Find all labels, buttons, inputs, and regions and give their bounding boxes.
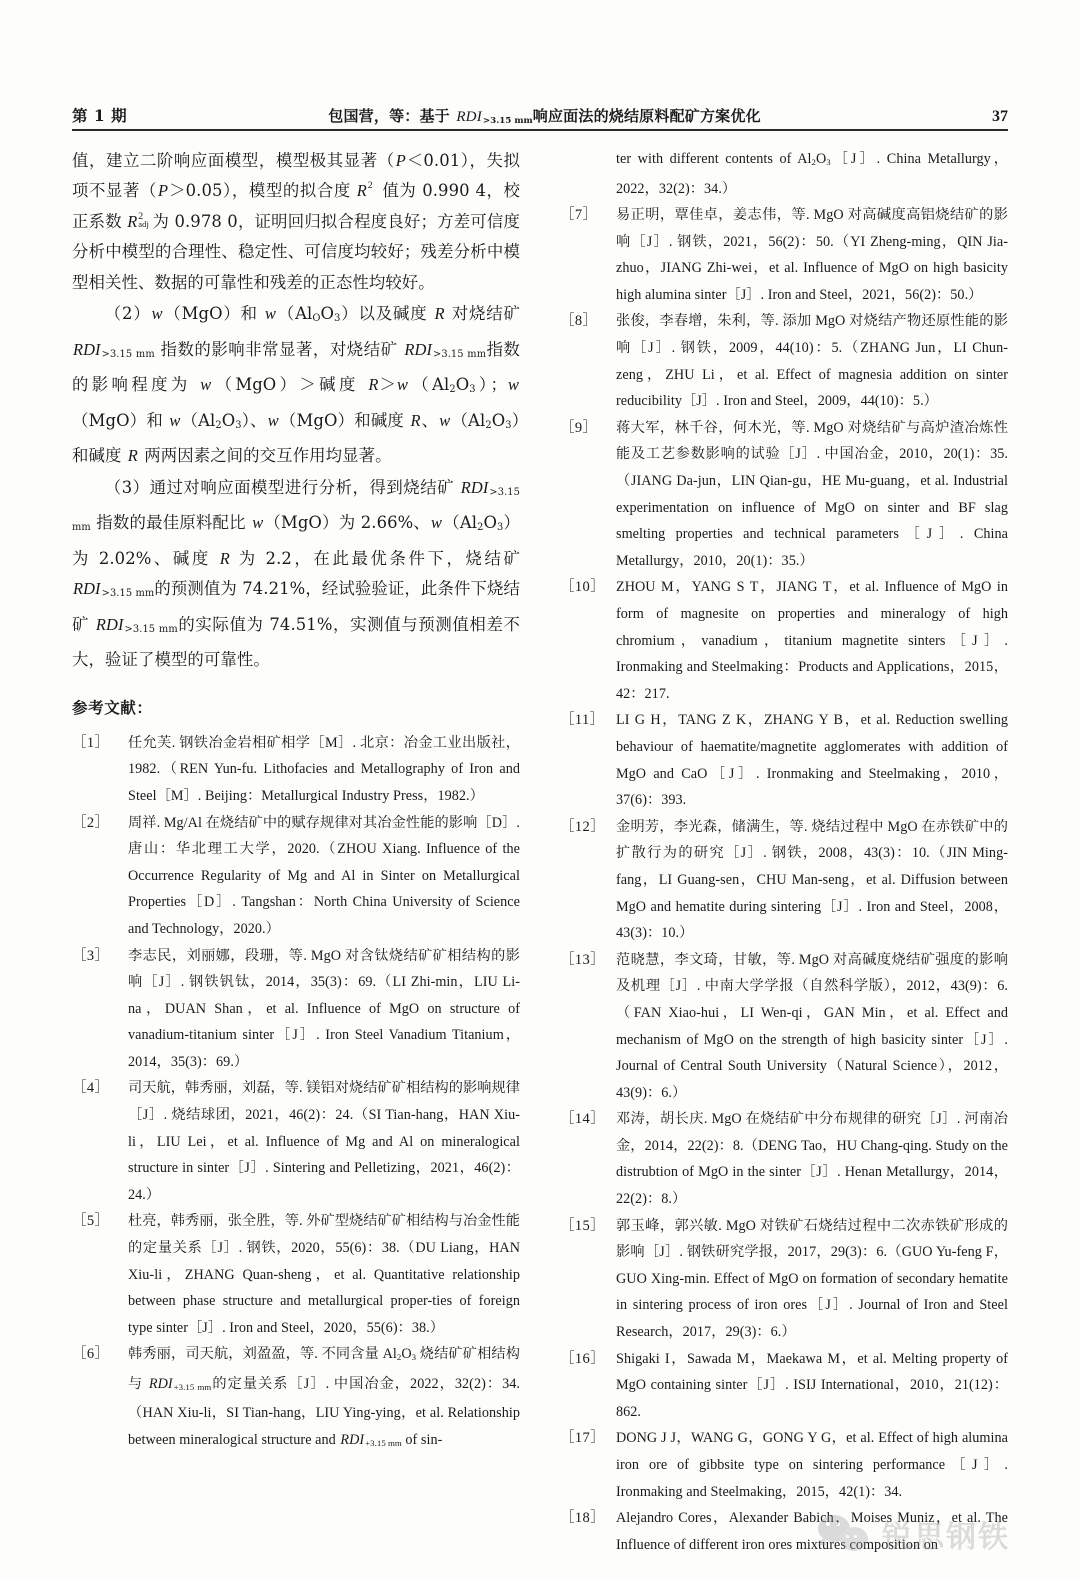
reference-number: ［1］ [72, 734, 110, 751]
p2-part-a: （2） [104, 304, 151, 324]
reference-text: 郭玉峰，郭兴敏. MgO 对铁矿石烧结过程中二次赤铁矿形成的影响［J］. 钢铁研究学报，2017，29(3)：6.（GUO Yu-feng F，GUO Xing-min. Effect of MgO on formation of secondary hematite in sintering process of iron ores［J］. Journal of Iron and Steel Research，2017，29(3)：6.） [616, 1217, 1008, 1341]
reference-number: ［10］ [560, 579, 606, 596]
running-title-prefix: 包国营，等：基于 [328, 106, 456, 125]
p1-symbol-Radj: R 2 adj [127, 210, 149, 231]
reference-number: ［12］ [560, 818, 606, 835]
reference-number: ［18］ [560, 1510, 606, 1527]
reference-item [72, 1341, 520, 1456]
reference-item [560, 814, 1008, 947]
reference-item [72, 1208, 520, 1341]
reference-text: 金明芳，李光森，储满生，等. 烧结过程中 MgO 在赤铁矿中的扩散行为的研究［J］. 钢铁，2008，43(3)：10.（JIN Ming-fang，LI Guang-sen，CHU Man-seng，et al. Diffusion between MgO and hematite during sintering［J］. Iron and Steel，2008，43(3)：10.） [616, 818, 1008, 942]
watermark-label: 锐思钢铁 [882, 1520, 1010, 1555]
page-number: 37 [992, 108, 1008, 125]
reference-text: 范晓慧，李文琦，甘敏，等. MgO 对高碱度烧结矿强度的影响及机理［J］. 中南大学学报（自然科学版），2012，43(9)：6.（FAN Xiao-hui，LI Wen-qi，GAN Min，et al. Effect and mechanism of MgO on the strength of high basicity sinter［J］. Journal of Central South University（Natural Science），2012，43(9)：6.） [616, 951, 1008, 1101]
reference-number: ［9］ [560, 419, 598, 436]
reference-item [72, 943, 520, 1076]
reference-text: ZHOU M，YANG S T，JIANG T，et al. Influence of MgO in form of magnesite on properties and mineralogy of high chromium，vanadium，titanium magnetite sinters［J］. Ironmaking and Steelmaking：Products and Applications，2015，42：217. [616, 579, 1008, 702]
issue-label: 第 1 期 [72, 106, 128, 125]
reference-text: 易正明，覃佳卓，姜志伟，等. MgO 对高碱度高铝烧结矿的影响［J］. 钢铁，2021，56(2)：50.（YI Zheng-ming，QIN Jia-zhuo，JIANG Zhi-wei，et al. Influence of MgO on high basicity high alumina sinter［J］. Iron and Steel，2021，56(2)：50.） [616, 207, 1008, 303]
reference-item [72, 1075, 520, 1208]
reference-text: LI G H，TANG Z K，ZHANG Y B，et al. Reduction swelling behaviour of haematite/magnetite agglomerates with addition of MgO and CaO［J］. Ironmaking and Steelmaking，2010，37(6)：393. [616, 712, 1008, 809]
conclusion-paragraph-2: （2）w（MgO）和 $w(Al_OO_3)$以及碱度 R 对烧结矿 $RDI_{>3.15 mm}$ 指数的影响非常显著，对烧结矿 $RDI_{>3.15 mm}$指数的影响程度为 w（MgO）＞碱度 $R>w(Al_2O_3)$；w（MgO）和 $w(Al_2O_3)$、w（MgO）和碱度 R、$w(Al_2O_3)$和碱度 R 两两因素之间的交互作用均显著。 [72, 304, 521, 466]
reference-text: 周祥. Mg/Al 在烧结矿中的赋存规律对其冶金性能的影响［D］. 唐山：华北理工大学，2020.（ZHOU Xiang. Influence of the Occurrence Regularity of Mg and Al in Sinter on Metallurgical Properties［D］. Tangshan：North China University of Science and Technology，2020.） [128, 814, 520, 937]
reference-text: 任允芙. 钢铁冶金岩相矿相学［M］. 北京：冶金工业出版社，1982.（REN Yun-fu. Lithofacies and Metallography of Iron and Steel［M］. Beijing：Metallurgical Industry Press，1982.） [128, 734, 520, 804]
reference-number: ［8］ [560, 313, 598, 330]
reference-item [72, 730, 520, 810]
p1-symbol-P2: P [158, 181, 169, 201]
reference-text: 张俊，李春增，朱利，等. 添加 MgO 对烧结产物还原性能的影响［J］. 钢铁，2009，44(10)：5.（ZHANG Jun，LI Chun-zeng，ZHU Li，et al. Effect of magnesia addition on sinter reducibility［J］. Iron and Steel，2009，44(10)：5.） [616, 313, 1008, 410]
p1-part-b: ＜0.01），失拟项不显著（ [72, 151, 520, 201]
p1-part-a: 值，建立二阶响应面模型，模型极其显著（ [72, 151, 395, 170]
reference-text: 司天航，韩秀丽，刘磊，等. 镁铝对烧结矿矿相结构的影响规律［J］. 烧结球团，2021，46(2)：24.（SI Tian-hang，HAN Xiu-li，LIU Lei，et al. Influence of Mg and Al on mineralogical structure in sinter［J］. Sintering and Pelletizing，2021，46(2)：24.） [128, 1080, 520, 1203]
reference-number: ［6］ [72, 1346, 110, 1363]
reference-text: 杜亮，韩秀丽，张全胜，等. 外矿型烧结矿矿相结构与冶金性能的定量关系［J］. 钢铁，2020，55(6)：38.（DU Liang，HAN Xiu-li，ZHANG Quan-sheng，et al. Quantitative relationship between phase structure and metallurgical proper-ties of foreign type sinter［J］. Iron and Steel，2020，55(6)：38.） [128, 1213, 520, 1336]
conclusion-paragraph-1 [72, 146, 520, 298]
reference-number: ［5］ [72, 1213, 110, 1230]
reference-text: ter with different contents of $Al_2O_3[J]$. China Metallurgy，2022，32(2)：34.） [616, 151, 1009, 197]
reference-item [560, 308, 1008, 414]
reference-number: ［3］ [72, 947, 110, 964]
reference-item [560, 415, 1008, 575]
reference-text: Alejandro Cores，Alexander Babich，Moises Muniz，et al. The Influence of different iron ores mixtures composition on [616, 1510, 1008, 1553]
reference-number: ［16］ [560, 1350, 606, 1367]
reference-number: ［13］ [560, 951, 606, 968]
p1-symbol-R2: R 2 [356, 180, 373, 201]
header-rule [72, 129, 1008, 131]
running-title [97, 105, 992, 126]
reference-item [560, 1106, 1008, 1212]
p1-part-e: 为 0.978 0，证明回归拟合程度良好；方差可信度分析中模型的合理性、稳定性、可信度均较好；残差分析中模型相关性、数据的可靠性和残差的正态性均较好。 [72, 211, 520, 292]
watermark [818, 1512, 1010, 1556]
reference-item [560, 202, 1008, 308]
reference-text: 李志民，刘丽娜，段珊，等. MgO 对含钛烧结矿矿相结构的影响［J］. 钢铁钒钛，2014，35(3)：69.（LI Zhi-min，LIU Li-na，DUAN Shan，et al. Influence of MgO on structure of vanadium-titanium sinter［J］. Iron Steel Vanadium Titanium，2014，35(3)：69.） [128, 947, 520, 1070]
reference-item-continuation [560, 146, 1008, 202]
running-title-rdi: RDI [456, 108, 482, 125]
reference-number: ［7］ [560, 207, 598, 224]
reference-item [560, 1346, 1008, 1426]
running-head [72, 96, 1008, 126]
reference-number: ［2］ [72, 814, 110, 831]
reference-item [560, 574, 1008, 707]
reference-item [560, 1425, 1008, 1505]
running-title-subscript: >3.15 mm [482, 116, 533, 126]
reference-item [72, 810, 520, 943]
running-title-suffix: 响应面法的烧结原料配矿方案优化 [532, 106, 761, 125]
reference-number: ［4］ [72, 1080, 110, 1097]
references-heading: 参考文献： [72, 698, 153, 717]
reference-number: ［17］ [560, 1430, 606, 1447]
reference-number: ［15］ [560, 1217, 606, 1234]
p1-symbol-P1: P [395, 151, 406, 170]
p1-part-d: 值为 0.990 4，校正系数 [72, 181, 520, 231]
reference-item [560, 1213, 1008, 1346]
reference-item [560, 707, 1008, 813]
reference-text: Shigaki I，Sawada M，Maekawa M，et al. Melting property of MgO containing sinter［J］. ISIJ International，2010，21(12)：862. [616, 1350, 1008, 1420]
conclusion-paragraph-3: （3）通过对响应面模型进行分析，得到烧结矿 $RDI_{>3.15 mm}$ 指数的最佳原料配比 w（MgO）为 2.66%、$w(Al_2O_3)$为 2.02%、碱度 R 为 2.2，在此最优条件下，烧结矿 $RDI_{>3.15 mm}$的预测值为 74.21%，经试验验证，此条件下烧结矿 $RDI_{>3.15 mm}$的实际值为 74.51%，实测值与预测值相差不大，验证了模型的可靠性。 [72, 477, 520, 670]
reference-text: 韩秀丽，司天航，刘盈盈，等. 不同含量 $Al_2O_3$ 烧结矿矿相结构与 $RDI_{+3.15 mm}$的定量关系［J］. 中国冶金，2022，32(2)：34.（HAN Xiu-li，SI Tian-hang，LIU Ying-ying，et al. Relationship between mineralogical structure and $RDI_{+3.15 mm}$ of sin- [128, 1346, 521, 1449]
reference-text: DONG J J，WANG G，GONG Y G，et al. Effect of high alumina iron ore of gibbsite type on sintering performance［J］. Ironmaking and Steelmaking，2015，42(1)：34. [616, 1430, 1008, 1500]
wechat-icon [818, 1513, 872, 1555]
reference-number: ［11］ [560, 712, 605, 729]
reference-text: 蒋大军，林千谷，何木光，等. MgO 对烧结矿与高炉渣冶炼性能及工艺参数影响的试验［J］. 中国冶金，2010，20(1)：35.（JIANG Da-jun，LIN Qian-gu，HE Mu-guang，et al. Industrial experimentation on influence of MgO on sinter and BF slag smelting properties and technical parameters［J］. China Metallurgy，2010，20(1)：35.） [616, 419, 1008, 569]
reference-item [560, 947, 1008, 1107]
left-column [72, 146, 520, 1508]
reference-number: ［14］ [560, 1111, 606, 1128]
reference-text: 邓涛，胡长庆. MgO 在烧结矿中分布规律的研究［J］. 河南冶金，2014，22(2)：8.（DENG Tao，HU Chang-qing. Study on the distrubtion of MgO in the sinter［J］. Henan Metallurgy，2014，22(2)：8.） [616, 1111, 1008, 1208]
p1-part-c: ＞0.05），模型的拟合度 [169, 181, 357, 201]
